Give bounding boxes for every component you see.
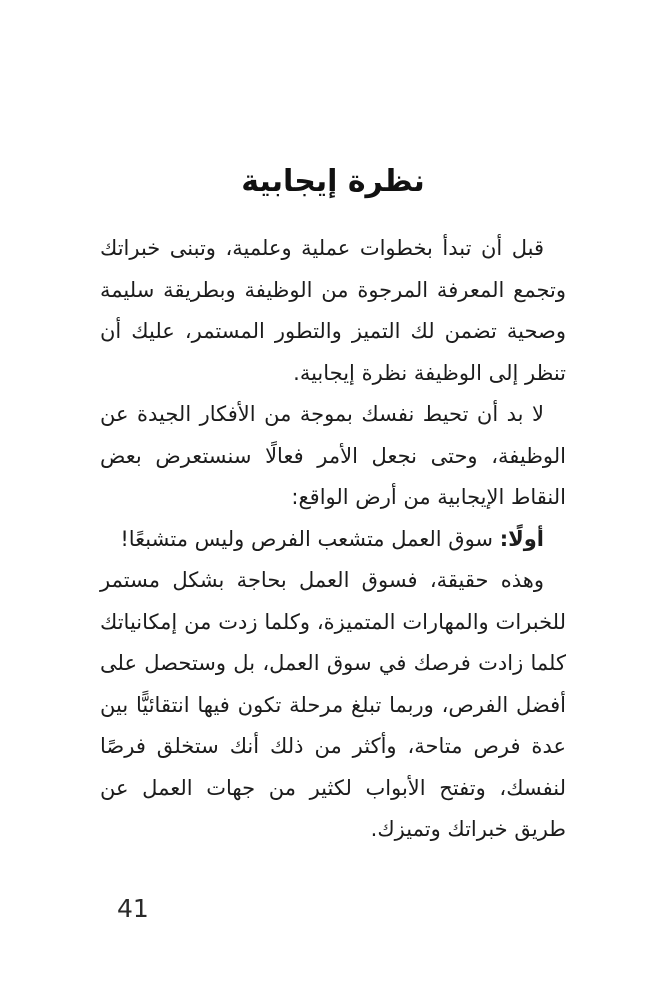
chapter-title: نظرة إيجابية [241, 164, 425, 200]
page-number: 41 [117, 894, 149, 923]
paragraph-1: قبل أن تبدأ بخطوات عملية وعلمية، وتبنى خبراتك وتجمع المعرفة المرجوة من الوظيفة وبطريقة سليمة وصحية تضمن لك التميز والتطور المستمر، عليك أن تنظر إلى الوظيفة نظرة إيجابية. [100, 236, 566, 385]
paragraph-3-text: سوق العمل متشعب الفرص وليس متشبعًا! [120, 526, 500, 551]
paragraph-3-lead-word: أولًا: [499, 526, 544, 551]
paragraph-2: لا بد أن تحيط نفسك بموجة من الأفكار الجيدة عن الوظيفة، وحتى نجعل الأمر فعالًا سنستعرض بعض النقاط الإيجابية من أرض الواقع: [100, 402, 566, 509]
paragraph-4: وهذه حقيقة، فسوق العمل بحاجة بشكل مستمر للخبرات والمهارات المتميزة، وكلما زدت من إمكانياتك كلما زادت فرصك في سوق العمل، بل وستحصل على أفضل الفرص، وربما تبلغ مرحلة تكون فيها انتقائيًّا بين عدة فرص متاحة، وأكثر من ذلك أنك ستخلق فرصًا لنفسك، وتفتح الأبواب لكثير من جهات العمل عن طريق خبراتك وتميزك. [100, 568, 566, 841]
paragraph-3 [100, 519, 566, 561]
body-text [100, 228, 566, 851]
